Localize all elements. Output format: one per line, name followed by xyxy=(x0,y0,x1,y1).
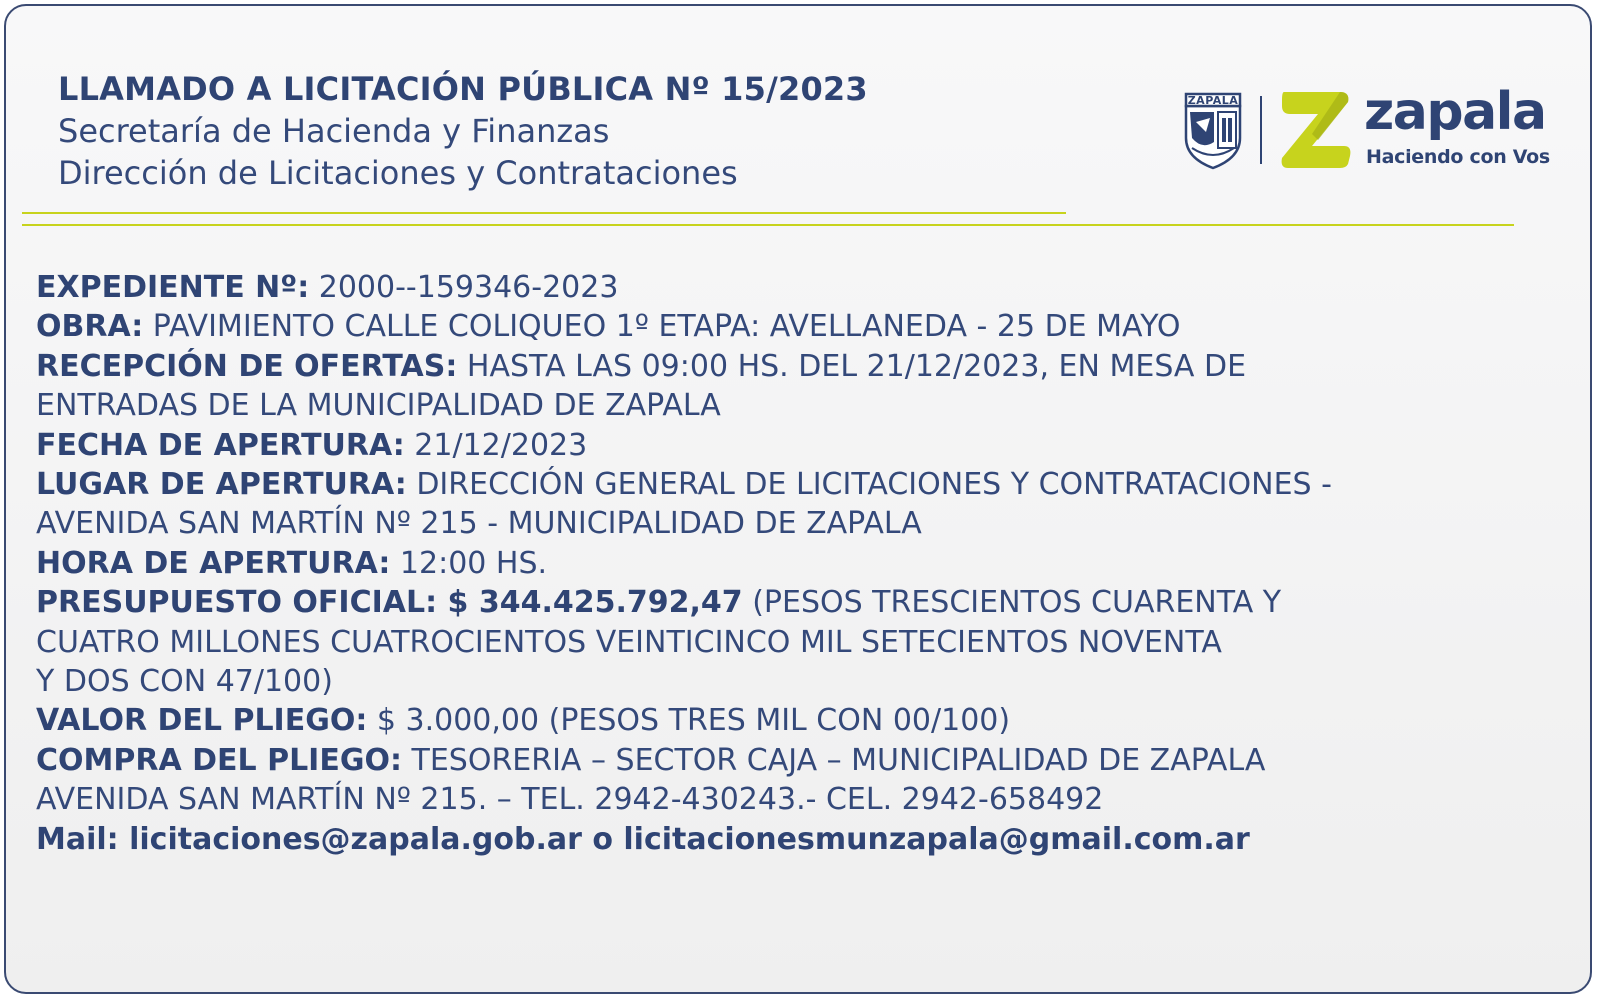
presupuesto-line-3: Y DOS CON 47/100) xyxy=(36,664,333,700)
zapala-z-icon xyxy=(1278,90,1354,170)
fecha-label: FECHA DE APERTURA: xyxy=(36,427,405,463)
expediente-value: 2000--159346-2023 xyxy=(309,270,619,305)
brand-name: zapala xyxy=(1364,82,1546,142)
notice-title: LLAMADO A LICITACIÓN PÚBLICA Nº 15/2023 xyxy=(58,70,868,108)
fecha-value: 21/12/2023 xyxy=(404,427,588,463)
hora-line xyxy=(36,544,1536,583)
recepcion-line-2: ENTRADAS DE LA MUNICIPALIDAD DE ZAPALA xyxy=(36,388,721,424)
valor-value: $ 3.000,00 (PESOS TRES MIL CON 00/100) xyxy=(367,703,1011,739)
compra-label: COMPRA DEL PLIEGO: xyxy=(36,742,402,778)
recepcion-label: RECEPCIÓN DE OFERTAS: xyxy=(36,348,458,384)
lugar-line-2: AVENIDA SAN MARTÍN Nº 215 - MUNICIPALIDAD DE ZAPALA xyxy=(36,506,922,542)
fecha-line xyxy=(36,426,1536,465)
zapala-shield-icon xyxy=(1184,92,1242,170)
presupuesto-line-2: CUATRO MILLONES CUATROCIENTOS VEINTICINCO MIL SETECIENTOS NOVENTA xyxy=(36,624,1222,660)
lugar-line xyxy=(36,465,1536,504)
presupuesto-label: PRESUPUESTO OFICIAL: xyxy=(36,585,438,621)
obra-label: OBRA: xyxy=(36,309,144,345)
notice-body xyxy=(36,268,1536,859)
presupuesto-line xyxy=(36,583,1536,622)
mail-line: Mail: licitaciones@zapala.gob.ar o licitacionesmunzapala@gmail.com.ar xyxy=(36,821,1250,857)
logo-group xyxy=(1178,82,1562,176)
brand-tagline: Haciendo con Vos xyxy=(1366,146,1550,168)
lugar-value: DIRECCIÓN GENERAL DE LICITACIONES Y CONTRATACIONES - xyxy=(406,467,1332,503)
header-rule-short xyxy=(22,212,1066,214)
lugar-label: LUGAR DE APERTURA: xyxy=(36,467,407,503)
notice-card xyxy=(4,4,1592,994)
header xyxy=(58,68,868,194)
valor-label: VALOR DEL PLIEGO: xyxy=(36,703,368,739)
compra-value: TESORERIA – SECTOR CAJA – MUNICIPALIDAD DE ZAPALA xyxy=(401,742,1266,778)
direccion-line: Dirección de Licitaciones y Contrataciones xyxy=(58,154,738,192)
compra-line-2: AVENIDA SAN MARTÍN Nº 215. – TEL. 2942-430243.- CEL. 2942-658492 xyxy=(36,782,1104,818)
compra-line xyxy=(36,741,1536,780)
recepcion-value: HASTA LAS 09:00 HS. DEL 21/12/2023, EN MESA DE xyxy=(457,348,1247,384)
secretaria-line: Secretaría de Hacienda y Finanzas xyxy=(58,112,610,150)
shield-label: ZAPALA xyxy=(1187,94,1239,107)
expediente-label: EXPEDIENTE Nº: xyxy=(36,270,310,305)
presupuesto-amount: $ 344.425.792,47 xyxy=(437,585,743,621)
recepcion-line xyxy=(36,347,1536,386)
expediente-line xyxy=(36,268,1536,307)
logo-divider xyxy=(1260,96,1262,164)
hora-value: 12:00 HS. xyxy=(390,545,548,581)
obra-value: PAVIMIENTO CALLE COLIQUEO 1º ETAPA: AVELLANEDA - 25 DE MAYO xyxy=(143,309,1181,345)
presupuesto-value: (PESOS TRESCIENTOS CUARENTA Y xyxy=(742,585,1282,621)
obra-line xyxy=(36,307,1536,346)
header-rule-long xyxy=(22,224,1514,226)
hora-label: HORA DE APERTURA: xyxy=(36,545,391,581)
valor-line xyxy=(36,701,1536,740)
